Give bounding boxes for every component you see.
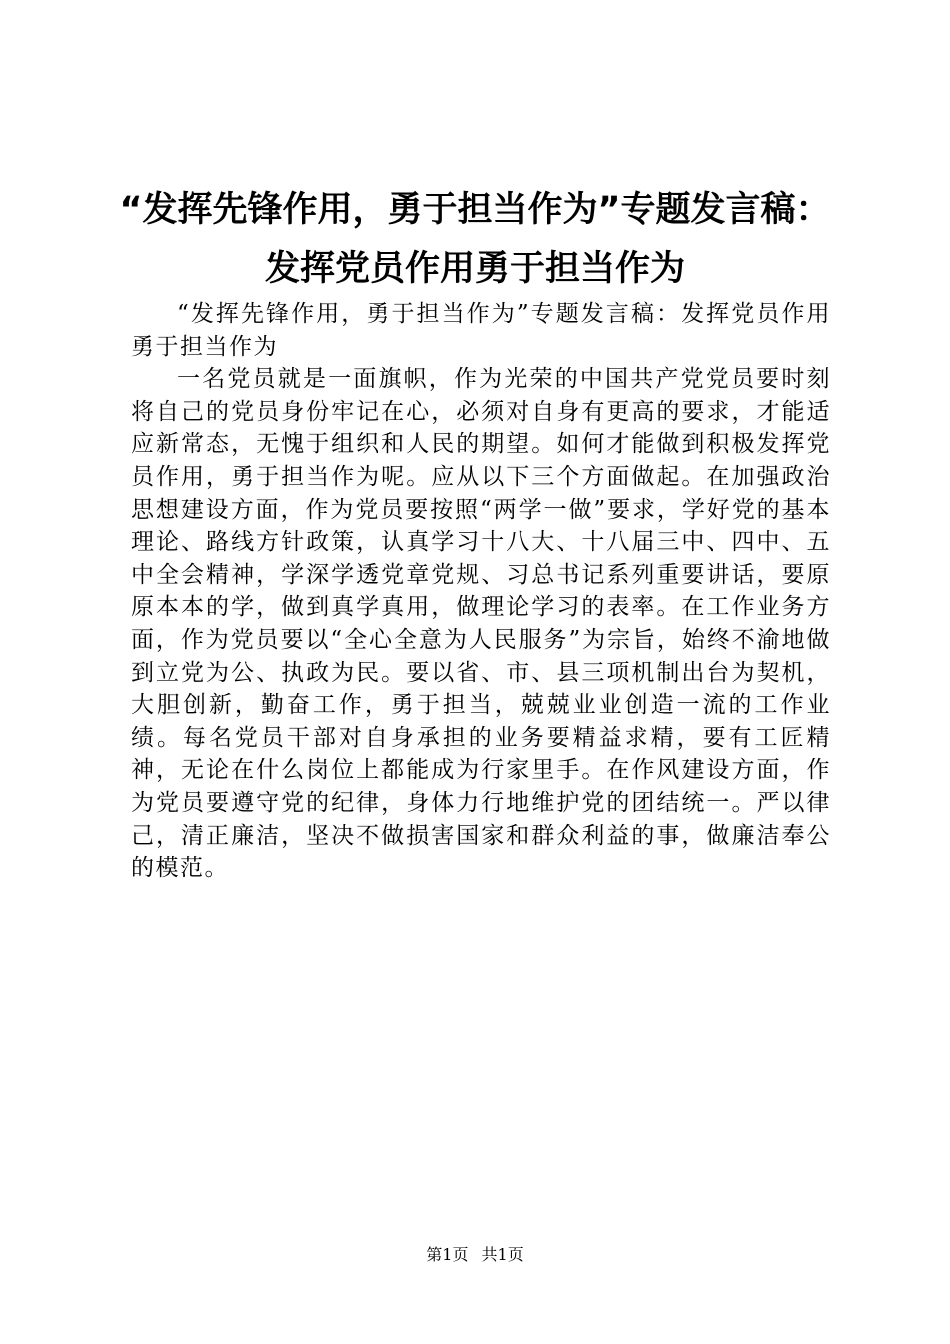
page-number-current: 第1页 xyxy=(426,1245,469,1264)
document-title-line-2: 发挥党员作用勇于担当作为 xyxy=(264,249,685,289)
paragraph-main: 一名党员就是一面旗帜，作为光荣的中国共产党党员要时刻将自己的党员身份牢记在心，必须对自身有更高的要求，才能适应新常态，无愧于组织和人民的期望。如何才能做到积极发挥党员作用，勇于担当作为呢。应从以下三个方面做起。在加强政治思想建设方面，作为党员要按照“两学一做”要求，学好党的基本理论、路线方针政策，认真学习十八大、十八届三中、四中、五中全会精神，学深学透党章党规、习总书记系列重要讲话，要原原本本的学，做到真学真用，做理论学习的表率。在工作业务方面，作为党员要以“全心全意为人民服务”为宗旨，始终不渝地做到立党为公、执政为民。要以省、市、县三项机制出台为契机，大胆创新，勤奋工作，勇于担当，兢兢业业创造一流的工作业绩。每名党员干部对自身承担的业务要精益求精，要有工匠精神，无论在什么岗位上都能成为行家里手。在作风建设方面，作为党员要遵守党的纪律，身体力行地维护党的团结统一。严以律己，清正廉洁，坚决不做损害国家和群众利益的事，做廉洁奉公的模范。 xyxy=(131,366,831,882)
document-body xyxy=(131,298,831,885)
document-title-line-1: “发挥先锋作用，勇于担当作为”专题发言稿： xyxy=(119,190,831,230)
paragraph-intro: “发挥先锋作用，勇于担当作为”专题发言稿：发挥党员作用勇于担当作为 xyxy=(131,301,831,360)
page-footer xyxy=(0,1244,950,1266)
page-number-total: 共1页 xyxy=(481,1245,524,1264)
